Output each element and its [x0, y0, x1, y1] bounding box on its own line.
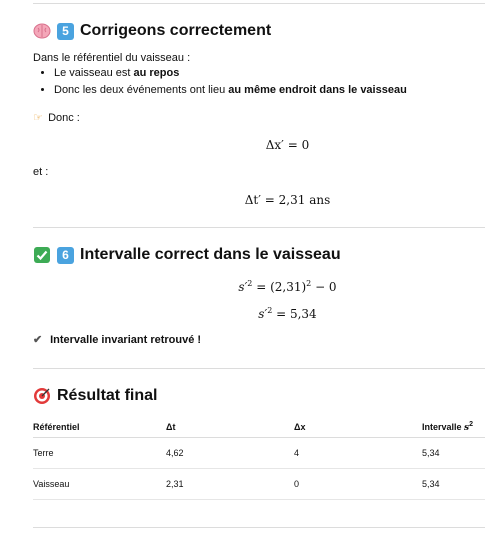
keycap-6-icon: 6: [57, 247, 74, 264]
equation-delta-x: Δx′ = 0: [265, 138, 310, 152]
cell-referentiel: Vaisseau: [33, 469, 166, 500]
divider: [33, 227, 485, 228]
cell-intervalle: 5,34: [422, 469, 485, 500]
table-row: [33, 469, 485, 500]
list-item: • Le vaisseau est au repos: [54, 65, 407, 82]
section-5-title: Corrigeons correctement: [80, 22, 272, 39]
donc-line: ☞ Donc :: [33, 112, 80, 124]
et-text: et :: [33, 166, 49, 178]
section-5-heading: [33, 22, 271, 40]
cell-referentiel: Terre: [33, 438, 166, 469]
check-mark-button-icon: [33, 246, 51, 264]
result-heading: [33, 387, 157, 405]
header-referentiel: Référentiel: [33, 417, 166, 438]
cell-delta-x: 4: [294, 438, 422, 469]
cell-delta-t: 2,31: [166, 469, 294, 500]
cell-delta-t: 4,62: [166, 438, 294, 469]
section-5-intro: Dans le référentiel du vaisseau :: [33, 52, 191, 64]
top-divider: [33, 3, 485, 4]
cell-delta-x: 0: [294, 469, 422, 500]
header-intervalle: Intervalle $s^2$: [422, 417, 485, 438]
section-6-title: Intervalle correct dans le vaisseau: [80, 246, 341, 263]
brain-icon: [33, 22, 51, 40]
section-6-heading: [33, 246, 341, 264]
header-delta-t: Δt: [166, 417, 294, 438]
divider: [33, 368, 485, 369]
invariant-check-line: ✔ Intervalle invariant retrouvé !: [33, 334, 202, 346]
equation-interval-expansion: $s'^2 = (2,31)^2 - 0$: [238, 279, 337, 294]
bottom-divider: [33, 527, 485, 528]
equation-delta-t: Δt′ = 2,31 ans: [244, 193, 331, 207]
cell-intervalle: 5,34: [422, 438, 485, 469]
result-table: [33, 417, 485, 500]
check-mark-icon: ✔: [33, 334, 43, 346]
list-item: • Donc les deux événements ont lieu au même endroit dans le vaisseau: [54, 82, 407, 99]
table-header-row: [33, 417, 485, 438]
keycap-5-icon: 5: [57, 23, 74, 40]
bullet-list: [33, 65, 407, 99]
target-icon: [33, 387, 51, 405]
table-row: [33, 438, 485, 469]
pointing-hand-icon: ☞: [33, 112, 43, 124]
result-title: Résultat final: [57, 387, 158, 404]
header-delta-x: Δx: [294, 417, 422, 438]
equation-interval-result: $s'^2 = 5,34$: [258, 306, 317, 321]
